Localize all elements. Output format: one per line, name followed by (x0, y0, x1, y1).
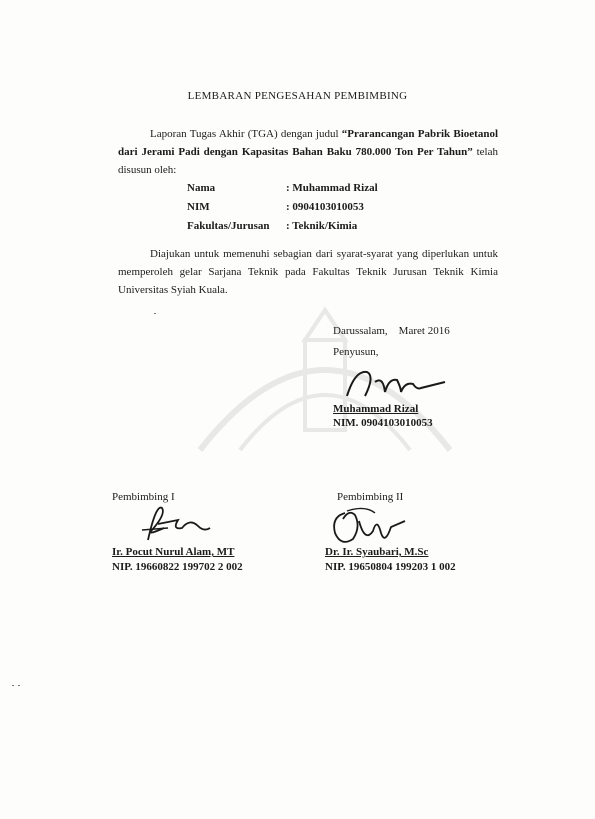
field-value-nim: : 0904103010053 (286, 201, 364, 213)
supervisor-2-nip: NIP. 19650804 199203 1 002 (325, 561, 456, 573)
compiler-label: Penyusun, (333, 346, 379, 358)
supervisor-1-name: Ir. Pocut Nurul Alam, MT (112, 546, 235, 558)
intro-text-end: telah disusun oleh: (118, 146, 498, 176)
compiler-nim: NIM. 0904103010053 (333, 417, 433, 429)
page-title: LEMBARAN PENGESAHAN PEMBIMBING (187, 90, 408, 102)
place-date: Darussalam, Maret 2016 (333, 325, 450, 337)
scan-speck (154, 313, 156, 314)
scan-speck (12, 685, 14, 686)
intro-paragraph (118, 125, 498, 179)
field-value-nama: : Muhammad Rizal (286, 182, 378, 194)
field-label-fakultas: Fakultas/Jurusan (187, 220, 270, 232)
supervisor-1-role: Pembimbing I (112, 491, 175, 503)
supervisor-1-nip: NIP. 19660822 199702 2 002 (112, 561, 243, 573)
field-label-nama: Nama (187, 182, 216, 194)
compiler-name: Muhammad Rizal (333, 403, 419, 415)
intro-text: Laporan Tugas Akhir (TGA) dengan judul (150, 128, 342, 140)
scan-speck (18, 685, 20, 686)
supervisor-2-name: Dr. Ir. Syaubari, M.Sc (325, 546, 429, 558)
field-value-fakultas: : Teknik/Kimia (286, 220, 358, 232)
purpose-text: Diajukan untuk memenuhi sebagian dari syarat-syarat yang diperlukan untuk memperoleh gelar Sarjana Teknik pada Fakultas Teknik Jurusan Teknik Kimia Universitas Syiah Kuala. (118, 248, 498, 296)
project-title: “Prarancangan Pabrik Bioetanol dari Jerami Padi dengan Kapasitas Bahan Baku 780.000 Ton Per Tahun” (118, 128, 498, 158)
compiler-signature (345, 362, 455, 407)
purpose-paragraph (118, 245, 498, 299)
field-label-nim: NIM (187, 201, 210, 213)
supervisor-1-signature (138, 500, 218, 550)
supervisor-2-role: Pembimbing II (337, 491, 404, 503)
